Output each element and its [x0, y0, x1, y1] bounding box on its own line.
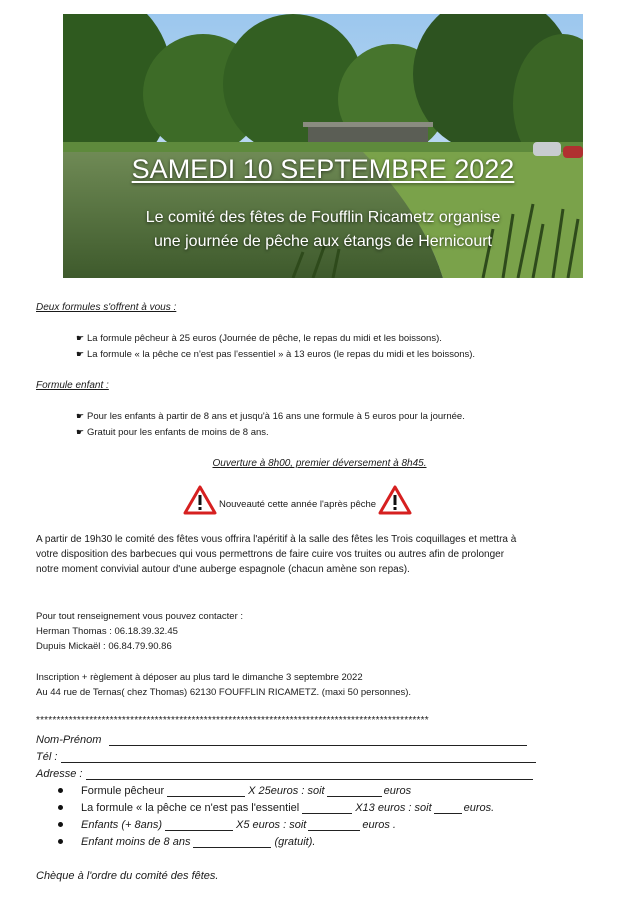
adresse-label: Adresse : [36, 768, 83, 780]
cheque-notice: Chèque à l'ordre du comité des fêtes. [36, 870, 219, 882]
ouverture-notice: Ouverture à 8h00, premier déversement à 8h45. [212, 458, 427, 469]
formule-item: ☛ La formule pêcheur à 25 euros (Journée de pêche, le repas du midi et les boissons). [76, 333, 442, 344]
bullet-dot [58, 788, 63, 793]
moins8-qty-field[interactable] [193, 835, 271, 848]
description: A partir de 19h30 le comité des fêtes vous offrira l'apéritif à la salle des fêtes les Trois coquillages et mettra à votre disposition des barbecues qui vous permettrons de faire cuire vos truites ou autres afin de prolonger notre moment convivial autour d'une auberge espagnole (chacun amène son repas). [36, 534, 517, 575]
pecheur-total-field[interactable] [327, 784, 382, 797]
banner-subtitle-line1: Le comité des fêtes de Foufflin Ricametz organise [145, 209, 501, 226]
banner-subtitle-line2: une journée de pêche aux étangs de Hernicourt [153, 233, 492, 250]
form-item-pecheur: Formule pêcheur X 25euros : soit euros [58, 784, 411, 797]
essentiel-qty-field[interactable] [302, 801, 352, 814]
warning-triangle-icon [183, 485, 217, 515]
bullet-dot [58, 839, 63, 844]
tel-row [36, 750, 536, 763]
tel-field[interactable] [61, 750, 536, 763]
adresse-row [36, 767, 536, 780]
formule-item: ☛ La formule « la pêche ce n'est pas l'essentiel » à 13 euros (le repas du midi et les boissons). [76, 349, 476, 360]
pointing-hand-icon: ☛ [76, 427, 85, 437]
form-item-essentiel: La formule « la pêche ce n'est pas l'essentiel X13 euros : soit euros. [58, 801, 494, 814]
contact-intro: Pour tout renseignement vous pouvez contacter : [36, 611, 244, 622]
contact-block [36, 609, 243, 654]
inscription-line2: Au 44 rue de Ternas( chez Thomas) 62130 FOUFFLIN RICAMETZ. (maxi 50 personnes). [36, 687, 412, 698]
form-item-enfants: Enfants (+ 8ans) X5 euros : soit euros . [58, 818, 396, 831]
enfants-total-field[interactable] [308, 818, 360, 831]
pointing-hand-icon: ☛ [76, 349, 85, 359]
enfant-item: ☛ Pour les enfants à partir de 8 ans et jusqu'à 16 ans une formule à 5 euros pour la journée. [76, 411, 465, 422]
inscription-line1: Inscription + règlement à déposer au plus tard le dimanche 3 septembre 2022 [36, 672, 363, 683]
nouveaute-text: Nouveauté cette année l'après pêche [219, 498, 377, 510]
pointing-hand-icon: ☛ [76, 411, 85, 421]
bullet-dot [58, 805, 63, 810]
tel-label: Tél : [36, 751, 58, 763]
banner-photo [63, 14, 583, 278]
formules-heading: Deux formules s'offrent à vous : [36, 302, 177, 313]
warning-triangle-icon [378, 485, 412, 515]
form-item-moins8: Enfant moins de 8 ans (gratuit). [58, 835, 315, 848]
contact-line: Dupuis Mickaël : 06.84.79.90.86 [36, 641, 172, 652]
separator-stars: ************************************************************************************************ [36, 715, 429, 726]
nouveaute-row [183, 484, 443, 516]
adresse-field[interactable] [86, 767, 533, 780]
bullet-dot [58, 822, 63, 827]
nom-label: Nom-Prénom [36, 734, 102, 746]
pecheur-qty-field[interactable] [167, 784, 245, 797]
nom-field[interactable] [109, 733, 527, 746]
pointing-hand-icon: ☛ [76, 333, 85, 343]
enfant-heading: Formule enfant : [36, 380, 109, 391]
nom-prenom-row [36, 733, 536, 746]
enfant-item: ☛ Gratuit pour les enfants de moins de 8 ans. [76, 427, 269, 438]
event-date-title: SAMEDI 10 SEPTEMBRE 2022 [131, 154, 515, 184]
essentiel-total-field[interactable] [434, 801, 462, 814]
inscription-block [36, 670, 411, 700]
enfants-qty-field[interactable] [165, 818, 233, 831]
contact-line: Herman Thomas : 06.18.39.32.45 [36, 626, 178, 637]
